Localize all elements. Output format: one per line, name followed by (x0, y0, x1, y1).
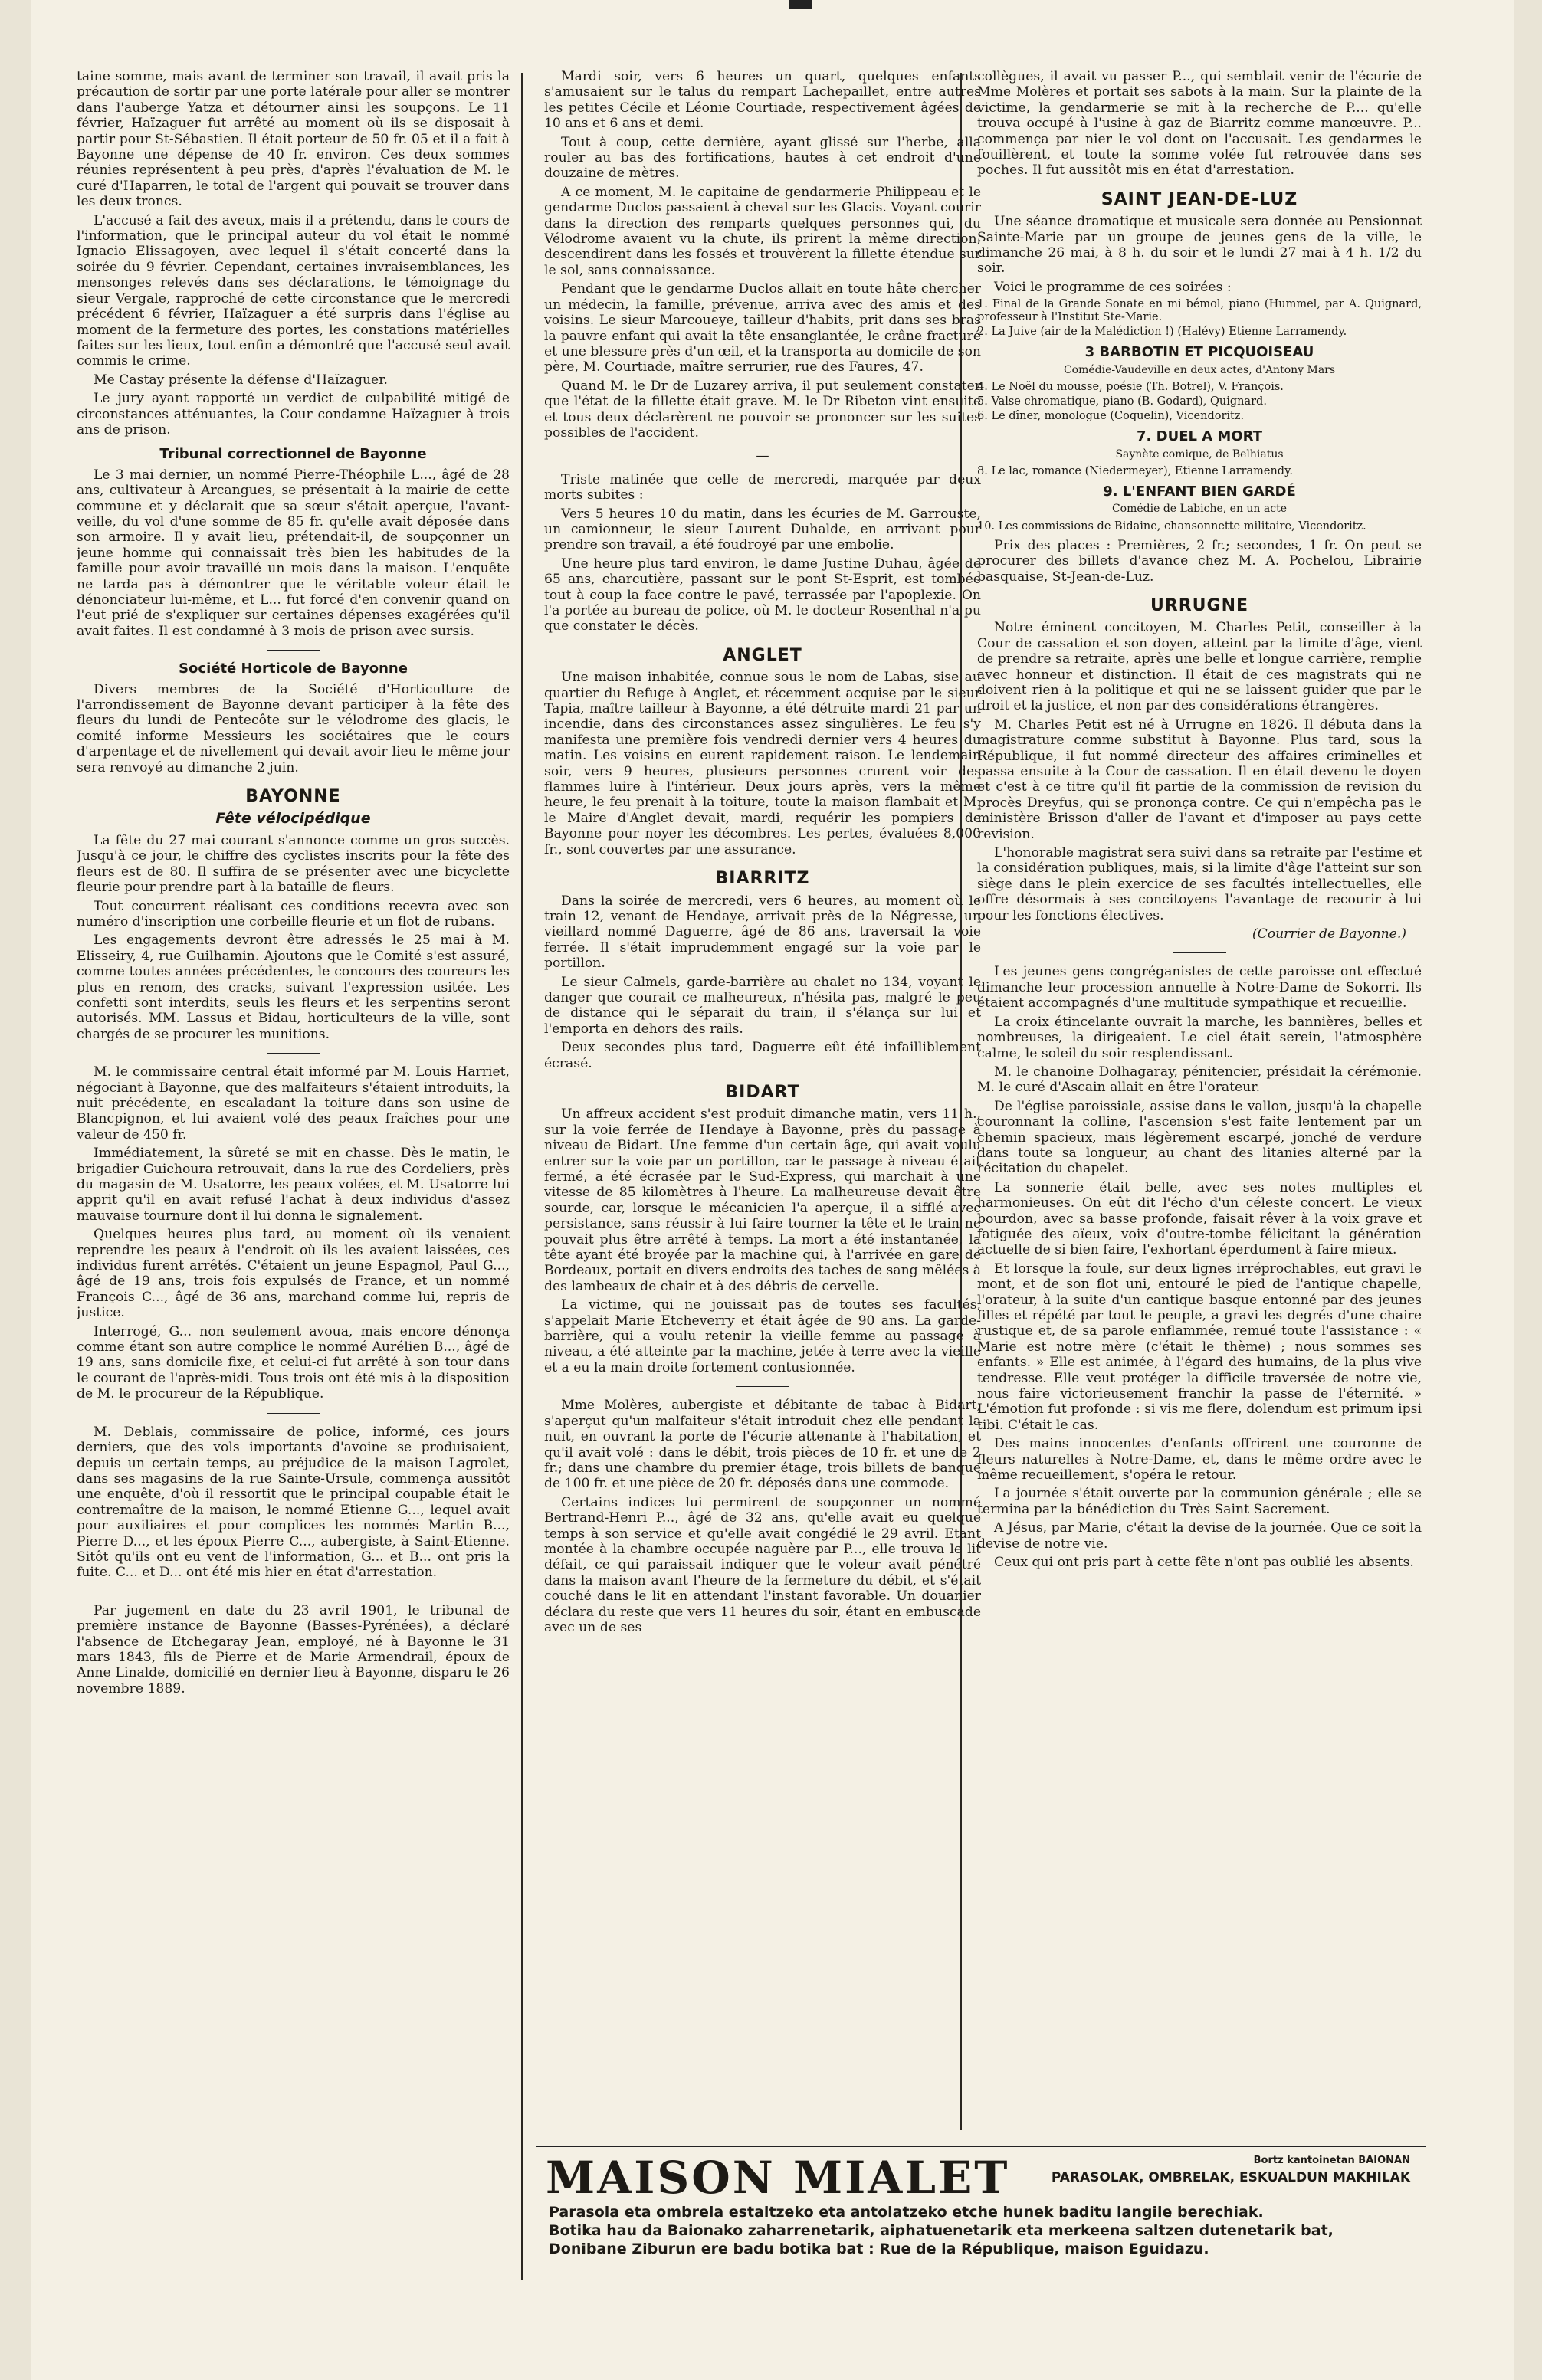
paragraph: Ceux qui ont pris part à cette fête n'ont pas oublié les absents. (994, 1555, 1414, 1571)
section-heading-bayonne: BAYONNE (245, 787, 341, 807)
program-item: 4. Le Noël du mousse, poésie (Th. Botrel), V. François. (977, 381, 1284, 394)
column-2 (544, 69, 981, 2134)
ad-business-name: MAISON MIALET (546, 2152, 1010, 2204)
paragraph: La victime, qui ne jouissait pas de toutes ses facultés, s'appelait Marie Etcheverry et était âgée de 90 ans. La garde-barrière, qui a voulu retenir la vieille femme au passage à niveau, a été atteinte par la machine, jetée à terre avec la vieille et a eu la main droite fortement contusionnée. (544, 1297, 981, 1375)
section-heading-tribunal: Tribunal correctionnel de Bayonne (159, 446, 427, 463)
paragraph: Me Castay présente la défense d'Haïzaguer. (94, 372, 389, 388)
paragraph: De l'église paroissiale, assise dans le vallon, jusqu'à la chapelle couronnant la colline, l'ascension s'est faite lentement par un chemin spacieux, mais légèrement escarpé, jonché de verdure dans toute sa longueur, au chant des litanies alterné par la récitation du chapelet. (977, 1098, 1422, 1177)
program-list (977, 465, 1422, 478)
column-rule-1 (521, 73, 523, 2280)
section-heading-anglet: ANGLET (723, 645, 802, 665)
paragraph: La sonnerie était belle, avec ses notes multiples et harmonieuses. On eût dit l'écho d'un céleste concert. Le vieux bourdon, avec sa basse profonde, faisait rêver à la voix grave et fatiguée des aïeux, voix d'outre-tombe félicitant la génération actuelle de si bien faire, l'exhortant éperdument à faire mieux. (977, 1179, 1422, 1258)
paragraph: Mme Molères, aubergiste et débitante de tabac à Bidart, s'aperçut qu'un malfaiteur s'était introduit chez elle pendant la nuit, en ouvrant la porte de l'écurie attenante à l'habitation, et qu'il avait volé : dans le débit, trois pièces de 10 fr. et une de 2 fr.; dans une chambre du premier étage, trois billets de banque de 100 fr. et une pièce de 20 fr. déposés dans une commode. (544, 1398, 981, 1492)
paragraph: L'honorable magistrat sera suivi dans sa retraite par l'estime et la considération publiques, mais, si la limite d'âge l'atteint sur son siège dans le plein exercice de ses facultés intellectuelles, elle offre désormais à ses concitoyens l'avantage de recourir à lui pour les fonctions électives. (977, 845, 1422, 923)
paragraph: La fête du 27 mai courant s'annonce comme un gros succès. Jusqu'à ce jour, le chiffre des cyclistes inscrits pour la fête des fleurs est de 80. Il suffira de se présenter avec une bicyclette fleurie pour prendre part à la bataille de fleurs. (77, 832, 510, 896)
paragraph: La journée s'était ouverte par la communion générale ; elle se termina par la bénédiction du Très Saint Sacrement. (977, 1486, 1422, 1517)
paragraph: Deux secondes plus tard, Daguerre eût été infailliblement écrasé. (544, 1040, 981, 1071)
program-act-title: 7. DUEL A MORT (1137, 428, 1262, 445)
program-item: 5. Valse chromatique, piano (B. Godard), Quignard. (977, 395, 1267, 408)
section-heading-urrugne: URRUGNE (1150, 595, 1249, 615)
paragraph: Les jeunes gens congréganistes de cette paroisse ont effectué dimanche leur procession annuelle à Notre-Dame de Sokorri. Ils étaient accompagnés d'une multitude sympathique et recueillie. (977, 964, 1422, 1011)
paragraph: M. Deblais, commissaire de police, informé, ces jours derniers, que des vols importants d'avoine se produisaient, depuis un certain temps, au préjudice de la maison Lagrolet, dans ses magasins de la rue Sainte-Ursule, commença aussitôt une enquête, d'où il ressortit que le principal coupable était le contremaître de la maison, le nommé Etienne G..., lequel avait pour auxiliaires et pour complices les nommés Martin B..., Pierre D..., et les époux Pierre C..., aubergiste, à Saint-Etienne. Sitôt qu'ils ont eu vent de l'information, G... et B... ont pris la fuite. C... et D... ont été mis hier en état d'arrestation. (77, 1424, 510, 1581)
paragraph: A Jésus, par Marie, c'était la devise de la journée. Que ce soit la devise de notre vie. (977, 1520, 1422, 1552)
program-item: 10. Les commissions de Bidaine, chansonnette militaire, Vicendoritz. (977, 520, 1366, 533)
separator (736, 1386, 789, 1387)
section-heading-horticole: Société Horticole de Bayonne (179, 661, 408, 677)
paragraph: Mardi soir, vers 6 heures un quart, quelques enfants s'amusaient sur le talus du rempart Lachepaillet, entre autres les petites Cécile et Léonie Courtiade, respectivement âgées de 10 ans et 6 ans et demi. (544, 69, 981, 132)
section-heading-bidart: BIDART (725, 1082, 800, 1102)
paragraph: Notre éminent concitoyen, M. Charles Petit, conseiller à la Cour de cassation et son doyen, atteint par la limite d'âge, vient de prendre sa retraite, après une belle et longue carrière, remplie avec honneur et distinction. Il était de ces magistrats qui ne doivent rien à la politique et qui ne se laissent guider que par le droit et la justice, et non par des considérations étrangères. (977, 620, 1422, 714)
program-item: 1. Final de la Grande Sonate en mi bémol, piano (Hummel, par A. Quignard, professeur à l'Institut Ste-Marie. (977, 298, 1422, 324)
newspaper-page (31, 0, 1514, 2380)
paragraph: Le sieur Calmels, garde-barrière au chalet no 134, voyant le danger que courait ce malheureux, n'hésita pas, malgré le peu de distance qui le séparait du train, il s'élança sur lui et l'emporta en dehors des rails. (544, 974, 981, 1037)
paragraph: Tout concurrent réalisant ces conditions recevra avec son numéro d'inscription une corbeille fleurie et un flot de rubans. (77, 898, 510, 929)
paragraph: M. Charles Petit est né à Urrugne en 1826. Il débuta dans la magistrature comme substitut à Bayonne. Plus tard, sous la République, il fut nommé directeur des affaires criminelles et passa ensuite à la Cour de cassation. Il en était devenu le doyen et c'est à ce titre qu'il fit partie de la commission de revision du procès Dreyfus, qui se prononça contre. Ce qui n'empêcha pas le ministère Brisson d'aller de l'avant et d'imposer au pays cette revision. (977, 716, 1422, 842)
program-list (977, 381, 1422, 423)
separator (1173, 952, 1226, 953)
paragraph: Et lorsque la foule, sur deux lignes irréprochables, eut gravi le mont, et de son flot uni, entouré le pied de l'antique chapelle, l'orateur, à la suite d'un cantique basque entonné par des jeunes filles et répété par tout le peuple, a gravi les degrés d'une chaire rustique et, de sa parole enflammée, remué toute l'assistance : « Marie est notre mère (c'était le thème) ; nous sommes ses enfants. » Elle est animée, à l'égard des humains, de la plus vive tendresse. Elle veut protéger la difficile traversée de notre vie, nous faire victorieusement franchir la passe de l'éternité. » L'émotion fut profonde : si vis me flere, dolendum est primum ipsi tibi. C'était le cas. (977, 1260, 1422, 1433)
program-item: 6. Le dîner, monologue (Coquelin), Vicendoritz. (977, 410, 1245, 423)
ad-line: Donibane Ziburun ere badu botika bat : Rue de la République, maison Eguidazu. (549, 2241, 1209, 2257)
paragraph: L'accusé a fait des aveux, mais il a prétendu, dans le cours de l'information, que le principal auteur du vol était le nommé Ignacio Elissagoyen, avec lequel il s'était concerté dans la soirée du 9 février. Cependant, certaines invraisemblances, les mensonges relevés dans ses déclarations, le témoignage du sieur Vergale, rapproché de cette circonstance que le mercredi précédent 6 février, Haïzaguer a été surpris dans l'église au moment de la fermeture des portes, les constations matérielles faites sur les lieux, tout enfin a démontré que l'accusé seul avait commis le crime. (77, 212, 510, 369)
dash-separator: — (756, 448, 769, 464)
program-list (977, 520, 1422, 533)
subheading-fete: Fête vélocipédique (215, 810, 371, 828)
separator (267, 650, 320, 651)
section-heading-saint-jean-de-luz: SAINT JEAN-DE-LUZ (1101, 189, 1298, 209)
advertisement-maison-mialet (536, 2146, 1426, 2262)
column-1 (77, 69, 510, 2276)
program-item: 2. La Juive (air de la Malédiction !) (Halévy) Etienne Larramendy. (977, 326, 1347, 339)
ad-line: Botika hau da Baionako zaharrenetarik, aiphatuenetarik eta merkeena saltzen dutenetarik bat, (549, 2222, 1334, 2239)
paragraph: Une séance dramatique et musicale sera donnée au Pensionnat Sainte-Marie par un groupe de jeunes gens de la ville, le dimanche 26 mai, à 8 h. du soir et le lundi 27 mai à 4 h. 1/2 du soir. (977, 214, 1422, 277)
paragraph: Pendant que le gendarme Duclos allait en toute hâte chercher un médecin, la famille, prévenue, arriva avec des amis et des voisins. Le sieur Marcoueye, tailleur d'habits, prit dans ses bras la pauvre enfant qui avait la tête ensanglantée, le crâne fracturé et une blessure près d'un œil, et la transporta au domicile de son père, M. Courtiade, maître serrurier, rue des Faures, 47. (544, 281, 981, 375)
paragraph: Certains indices lui permirent de soupçonner un nommé Bertrand-Henri P..., âgé de 32 ans, qu'elle avait eu quelque temps à son service et qu'elle avait congédié le 29 avril. Etant montée à la chambre occupée naguère par P..., elle trouva le lit défait, ce qui paraissait indiquer que le voleur avait pénétré dans la maison avant l'heure de la fermeture du débit, et s'était couché dans le lit en attendant l'instant favorable. Un douanier déclara du reste que vers 11 heures du soir, étant en embuscade avec un de ses (544, 1494, 981, 1635)
separator (267, 1053, 320, 1054)
program-act-title: 9. L'ENFANT BIEN GARDÉ (1103, 483, 1296, 500)
paragraph: M. le commissaire central était informé par M. Louis Harriet, négociant à Bayonne, que des malfaiteurs s'étaient introduits, la nuit précédente, en escaladant la toiture dans son usine de Blancpignon, et lui avaient volé des peaux fraîches pour une valeur de 450 fr. (77, 1064, 510, 1142)
paragraph: M. le chanoine Dolhagaray, pénitencier, présidait la cérémonie. M. le curé d'Ascain allait en être l'orateur. (977, 1064, 1422, 1096)
paragraph: Dans la soirée de mercredi, vers 6 heures, au moment où le train 12, venant de Hendaye, arrivait près de la Négresse, un vieillard nommé Daguerre, âgé de 86 ans, traversait la voie ferrée. Il s'était imprudemment engagé sur la voie par le portillon. (544, 893, 981, 972)
paragraph: taine somme, mais avant de terminer son travail, il avait pris la précaution de sortir par une porte latérale pour aller se montrer dans l'auberge Yatza et détourner ainsi les soupçons. Le 11 février, Haïzaguer fut arrêté au moment où ils se disposait à partir pour St-Sébastien. Il était porteur de 50 fr. 05 et il a fait à Bayonne une dépense de 40 fr. environ. Ces deux sommes réunies représentent à peu près, d'après l'évaluation de M. le curé d'Haparren, le total de l'argent qui pouvait se trouver dans les deux troncs. (77, 69, 510, 210)
section-heading-biarritz: BIARRITZ (715, 869, 810, 889)
program-act-subtitle: Comédie-Vaudeville en deux actes, d'Antony Mars (1063, 363, 1336, 376)
paragraph: Le 3 mai dernier, un nommé Pierre-Théophile L..., âgé de 28 ans, cultivateur à Arcangues, se présentait à la mairie de cette commune et y déclarait que sa sœur s'était aperçue, l'avant-veille, du vol d'une somme de 85 fr. qu'elle avait déposée dans son armoire. Il y avait lieu, prétendait-il, de soupçonner un jeune homme qui connaissait très bien les habitudes de la famille pour avoir travaillé un mois dans la maison. L'enquête ne tarda pas à démontrer que le véritable voleur était le dénonciateur lui-même, et L... fut forcé d'en convenir quand on l'eut prié de s'expliquer sur certaines dépenses exagérées qu'il avait faites. Il est condamné à 3 mois de prison avec sursis. (77, 467, 510, 639)
paragraph: Vers 5 heures 10 du matin, dans les écuries de M. Garrouste, un camionneur, le sieur Laurent Duhalde, en arrivant pour prendre son travail, a été foudroyé par une embolie. (544, 506, 981, 553)
ad-header (536, 2147, 1426, 2202)
separator (267, 1413, 320, 1414)
program-act-title: 3 BARBOTIN ET PICQUOISEAU (1084, 344, 1314, 361)
paragraph: Prix des places : Premières, 2 fr.; secondes, 1 fr. On peut se procurer des billets d'avance chez M. A. Pochelou, Librairie basquaise, St-Jean-de-Luz. (977, 537, 1422, 585)
column-3 (977, 69, 1422, 2134)
paragraph: Tout à coup, cette dernière, ayant glissé sur l'herbe, alla rouler au bas des fortifications, hautes à cet endroit d'une douzaine de mètres. (544, 134, 981, 182)
paragraph: Quelques heures plus tard, au moment où ils venaient reprendre les peaux à l'endroit où ils les avaient laissées, ces individus furent arrêtés. C'étaient un jeune Espagnol, Paul G..., âgé de 19 ans, trois fois expulsés de France, et un nommé François C..., âgé de 36 ans, marchand comme lui, repris de justice. (77, 1227, 510, 1321)
paragraph: Par jugement en date du 23 avril 1901, le tribunal de première instance de Bayonne (Basses-Pyrénées), a déclaré l'absence de Etchegaray Jean, employé, né à Bayonne le 31 mars 1843, fils de Pierre et de Marie Armendrail, époux de Anne Linalde, domicilié en dernier lieu à Bayonne, disparu le 26 novembre 1889. (77, 1602, 510, 1696)
program-act-subtitle: Saynète comique, de Belhiatus (1115, 447, 1284, 461)
paragraph: Triste matinée que celle de mercredi, marquée par deux morts subites : (544, 471, 981, 503)
ad-location-note: Bortz kantoinetan BAIONAN (1253, 2155, 1410, 2166)
paragraph: Des mains innocentes d'enfants offrirent une couronne de fleurs naturelles à Notre-Dame, et, dans le même ordre avec le même recueillement, s'opéra le retour. (977, 1436, 1422, 1483)
ad-products: PARASOLAK, OMBRELAK, ESKUALDUN MAKHILAK (1051, 2170, 1410, 2185)
paragraph: Interrogé, G... non seulement avoua, mais encore dénonça comme étant son autre complice le nommé Aurélien B..., âgé de 19 ans, sans domicile fixe, et celui-ci fut arrêté à son tour dans le courant de l'après-midi. Tous trois ont été mis à la disposition de M. le procureur de la République. (77, 1323, 510, 1402)
program-item: 8. Le lac, romance (Niedermeyer), Etienne Larramendy. (977, 464, 1293, 477)
program-list (977, 298, 1422, 339)
paragraph: Un affreux accident s'est produit dimanche matin, vers 11 h., sur la voie ferrée de Hendaye à Bayonne, près du passage à niveau de Bidart. Une femme d'un certain âge, qui avait voulu entrer sur la voie par un portillon, car le passage à niveau était fermé, a été écrasée par le Sud-Express, qui marchait à une vitesse de 85 kilomètres à l'heure. La malheureuse devait être sourde, car, lorsque le mécanicien l'a aperçue, il a sifflé avec persistance, sans réussir à lui faire tourner la tête et le train ne pouvait plus être arrêté à temps. La mort a été instantanée, la tête ayant été broyée par la machine qui, à l'arrivée en gare de Bordeaux, portait en divers endroits des taches de sang mêlées à des lambeaux de chair et à des débris de cervelle. (544, 1106, 981, 1294)
paragraph: Une maison inhabitée, connue sous le nom de Labas, sise au quartier du Refuge à Anglet, et récemment acquise par le sieur Tapia, maître tailleur à Bayonne, a été détruite mardi 21 par un incendie, dans des circonstances assez singulières. Le feu s'y manifesta une première fois vendredi dernier vers 4 heures du matin. Les voisins en eurent rapidement raison. Le lendemain soir, vers 9 heures, plusieurs personnes crurent voir des flammes luire à l'intérieur. Deux jours après, vers la même heure, le feu prenait à la toiture, toute la maison flambait et M. le Maire d'Anglet devait, mardi, requérir les pompiers de Bayonne pour noyer les décombres. Les pertes, évaluées 8,000 fr., sont couvertes par une assurance. (544, 670, 981, 857)
paragraph: La croix étincelante ouvrait la marche, les bannières, belles et nombreuses, la dirigeaient. Le ciel était serein, l'atmosphère calme, le soleil du soir resplendissant. (977, 1014, 1422, 1061)
paragraph: Immédiatement, la sûreté se mit en chasse. Dès le matin, le brigadier Guichoura retrouvait, dans la rue des Cordeliers, près du magasin de M. Usatorre, les peaux volées, et M. Usatorre lui apprit qu'il en avait refusé l'achat à deux individus d'assez mauvaise tournure dont il lui donna le signalement. (77, 1146, 510, 1224)
paragraph: Une heure plus tard environ, le dame Justine Duhau, âgée de 65 ans, charcutière, passant sur le pont St-Esprit, est tombée tout à coup la face contre le pavé, terrassée par l'apoplexie. On l'a portée au bureau de police, où M. le docteur Rosenthal n'a pu que constater le décès. (544, 556, 981, 634)
paragraph: Quand M. le Dr de Luzarey arriva, il put seulement constater que l'état de la fillette était grave. M. le Dr Ribeton vint ensuite et tous deux déclarèrent ne pouvoir se prononcer sur les suites possibles de l'accident. (544, 378, 981, 441)
top-binding-mark (789, 0, 812, 9)
paragraph: A ce moment, M. le capitaine de gendarmerie Philippeau et le gendarme Duclos passaient à cheval sur les Glacis. Voyant courir dans la direction des remparts quelques personnes qui, du Vélodrome avaient vu la chute, ils prirent la même direction, descendirent dans les fossés et trouvèrent la fillette étendue sur le sol, sans connaissance. (544, 184, 981, 278)
paragraph: Voici le programme de ces soirées : (994, 279, 1232, 295)
paragraph: Les engagements devront être adressés le 25 mai à M. Elisseiry, 4, rue Guilhamin. Ajoutons que le Comité s'est assuré, comme toutes années précédentes, le concours des coureurs les plus en renom, des cracks, suivant l'expression usitée. Les confetti sont interdits, seuls les fleurs et les serpentins seront autorisés. MM. Lassus et Bidau, horticulteurs de la ville, sont chargés de se procurer les munitions. (77, 933, 510, 1042)
paragraph: Divers membres de la Société d'Horticulture de l'arrondissement de Bayonne devant participer à la fête des fleurs du lundi de Pentecôte sur le vélodrome des glacis, le comité informe Messieurs les sociétaires que le cours d'arpentage et de nivellement qui devait avoir lieu le même jour sera renvoyé au dimanche 2 juin. (77, 681, 510, 775)
source-signature: (Courrier de Bayonne.) (1252, 926, 1406, 942)
paragraph: Le jury ayant rapporté un verdict de culpabilité mitigé de circonstances atténuantes, la Cour condamne Haïzaguer à trois ans de prison. (77, 391, 510, 438)
program-act-subtitle: Comédie de Labiche, en un acte (1111, 503, 1288, 516)
paragraph: collègues, il avait vu passer P..., qui semblait venir de l'écurie de Mme Molères et portait ses sabots à la main. Sur la plainte de la victime, la gendarmerie se mit à la recherche de P.... qu'elle trouva occupé à l'usine à gaz de Biarritz comme manœuvre. P... commença par nier le vol dont on l'accusait. Les gendarmes le fouillèrent, et toute la somme volée fut retrouvée dans ses poches. Il fut aussitôt mis en état d'arrestation. (977, 69, 1422, 179)
ad-line: Parasola eta ombrela estaltzeko eta antolatzeko etche hunek baditu langile berechiak. (549, 2204, 1264, 2221)
